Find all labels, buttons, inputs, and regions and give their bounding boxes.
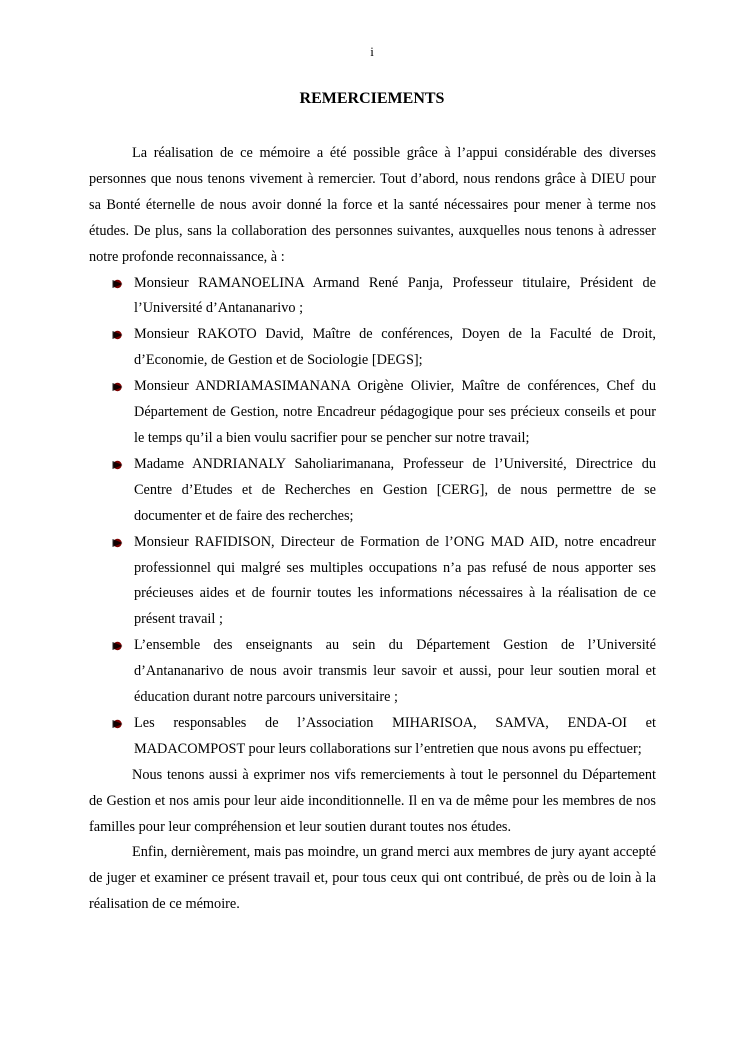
acknowledgement-text: Monsieur ANDRIAMASIMANANA Origène Olivier, Maître de conférences, Chef du Département de Gestion, notre Encadreur pédagogique pour ses précieux conseils et pour le temps qu’il a bien voulu sacrifier pour se pencher sur notre travail;: [134, 378, 656, 446]
arrow-bullet-icon: [111, 717, 125, 731]
acknowledgement-text: Monsieur RAFIDISON, Directeur de Formation de l’ONG MAD AID, notre encadreur professionnel qui malgré ses multiples occupations n’a pas refusé de nous apporter ses précieuses aides et de fournir toutes les informations nécessaires à la réalisation de ce présent travail ;: [134, 533, 656, 628]
arrow-bullet-icon: [111, 380, 125, 394]
arrow-bullet-icon: [111, 277, 125, 291]
list-item: [89, 711, 656, 763]
list-item: [89, 452, 656, 530]
list-item: [89, 633, 656, 711]
intro-paragraph: La réalisation de ce mémoire a été possible grâce à l’appui considérable des diverses personnes que nous tenons vivement à remercier. Tout d’abord, nous rendons grâce à DIEU pour sa Bonté éternelle de nous avoir donné la force et la santé nécessaires pour mener à terme nos études. De plus, sans la collaboration des personnes suivantes, auxquelles nous tenons à adresser notre profonde reconnaissance, à :: [89, 145, 656, 265]
acknowledgement-text: Les responsables de l’Association MIHARISOA, SAMVA, ENDA-OI et MADACOMPOST pour leurs collaborations sur l’entretien que nous avons pu effectuer;: [134, 714, 656, 757]
acknowledgement-text: Monsieur RAKOTO David, Maître de conférences, Doyen de la Faculté de Droit, d’Economie, de Gestion et de Sociologie [DEGS];: [134, 326, 656, 369]
list-item: [89, 271, 656, 323]
page-number: i: [370, 44, 374, 59]
acknowledgement-text: Monsieur RAMANOELINA Armand René Panja, Professeur titulaire, Président de l’Université d’Antananarivo ;: [134, 274, 656, 317]
body-text: [89, 141, 656, 918]
page-title: REMERCIEMENTS: [299, 90, 445, 107]
list-item: [89, 374, 656, 452]
arrow-bullet-icon: [111, 536, 125, 550]
arrow-bullet-icon: [111, 639, 125, 653]
list-item: [89, 530, 656, 634]
acknowledgement-text: L’ensemble des enseignants au sein du Département Gestion de l’Université d’Antananarivo de nous avoir transmis leur savoir et aussi, pour leur soutien moral et éducation durant notre parcours universitaire ;: [134, 637, 656, 706]
acknowledgement-text: Madame ANDRIANALY Saholiarimanana, Professeur de l’Université, Directrice du Centre d’Etudes et de Recherches en Gestion [CERG], de nous permettre de se documenter et de faire des recherches;: [134, 455, 656, 524]
list-item: [89, 322, 656, 374]
arrow-bullet-icon: [111, 458, 125, 472]
arrow-bullet-icon: [111, 328, 125, 342]
acknowledgement-list: [89, 271, 656, 763]
closing-paragraph-2: Enfin, dernièrement, mais pas moindre, un grand merci aux membres de jury ayant accepté de juger et examiner ce présent travail et, pour tous ceux qui ont contribué, de près ou de loin à la réalisation de ce mémoire.: [89, 844, 656, 913]
closing-paragraph-1: Nous tenons aussi à exprimer nos vifs remerciements à tout le personnel du Département de Gestion et nos amis pour leur aide inconditionnelle. Il en va de même pour les membres de nos familles pour leur compréhension et leur soutien durant toutes nos études.: [89, 766, 656, 835]
